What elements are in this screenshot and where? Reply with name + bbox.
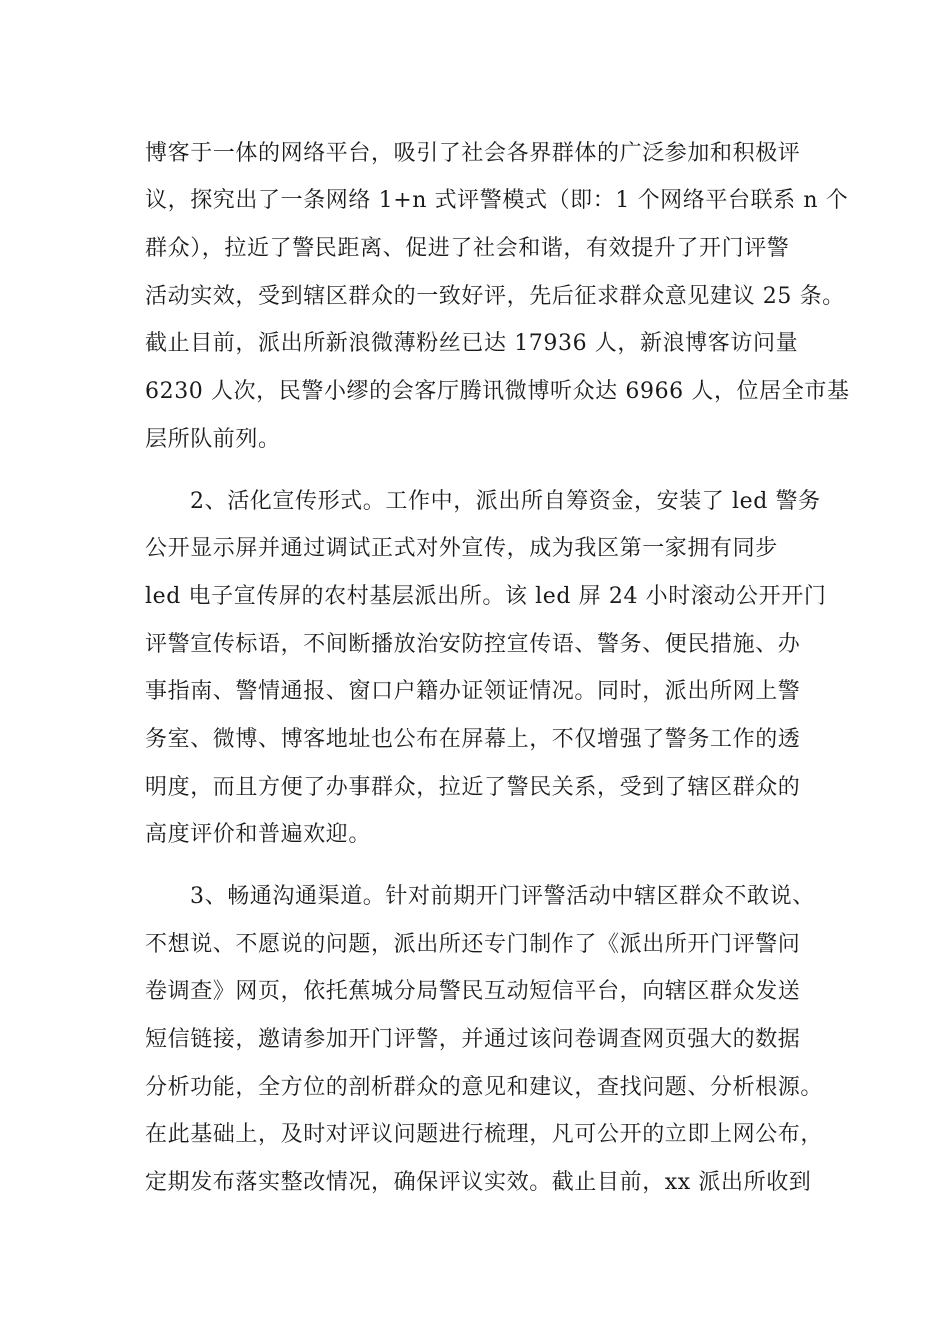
text-line: 高度评价和普遍欢迎。	[145, 822, 372, 847]
text-line: 在此基础上，及时对评议问题进行梳理，凡可公开的立即上网公布，	[145, 1122, 824, 1147]
text-line: 活动实效，受到辖区群众的一致好评，先后征求群众意见建议 25 条。	[145, 284, 845, 309]
text-line: 层所队前列。	[145, 427, 281, 452]
text-line: 6230 人次，民警小缪的会客厅腾讯微博听众达 6966 人，位居全市基	[145, 379, 850, 404]
text-line: 评警宣传标语，不间断播放治安防控宣传语、警务、便民措施、办	[145, 632, 801, 657]
paragraph-2-heading-line: 2、活化宣传形式。工作中，派出所自筹资金，安装了 led 警务	[190, 489, 821, 514]
text-line: led 电子宣传屏的农村基层派出所。该 led 屏 24 小时滚动公开开门	[145, 584, 827, 609]
text-line: 议，探究出了一条网络 1+n 式评警模式（即：1 个网络平台联系 n 个	[145, 188, 849, 213]
text-line: 分析功能，全方位的剖析群众的意见和建议，查找问题、分析根源。	[145, 1075, 824, 1100]
text-line: 群众），拉近了警民距离、促进了社会和谐，有效提升了开门评警	[145, 236, 790, 261]
text-line: 务室、微博、博客地址也公布在屏幕上，不仅增强了警务工作的透	[145, 727, 801, 752]
text-line: 定期发布落实整改情况，确保评议实效。截止目前，xx 派出所收到	[145, 1170, 812, 1195]
text-line: 事指南、警情通报、窗口户籍办证领证情况。同时，派出所网上警	[145, 679, 801, 704]
text-line: 公开显示屏并通过调试正式对外宣传，成为我区第一家拥有同步	[145, 536, 778, 561]
text-line: 卷调查》网页，依托蕉城分局警民互动短信平台，向辖区群众发送	[145, 979, 801, 1004]
text-line: 短信链接，邀请参加开门评警，并通过该问卷调查网页强大的数据	[145, 1027, 801, 1052]
paragraph-3-heading-line: 3、畅通沟通渠道。针对前期开门评警活动中辖区群众不敢说、	[190, 884, 815, 909]
text-line: 博客于一体的网络平台，吸引了社会各界群体的广泛参加和积极评	[145, 141, 801, 166]
text-line: 不想说、不愿说的问题，派出所还专门制作了《派出所开门评警问	[145, 932, 801, 957]
text-line: 明度，而且方便了办事群众，拉近了警民关系，受到了辖区群众的	[145, 775, 801, 800]
text-line: 截止目前，派出所新浪微薄粉丝已达 17936 人，新浪博客访问量	[145, 331, 799, 356]
